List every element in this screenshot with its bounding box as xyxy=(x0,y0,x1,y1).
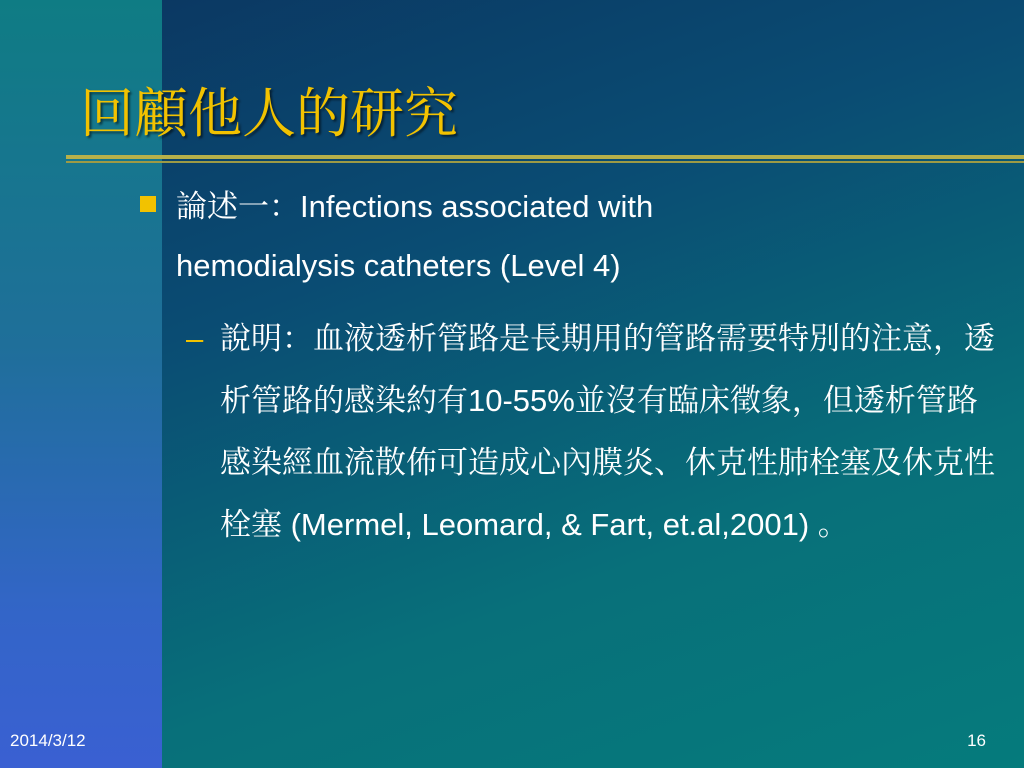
square-bullet-icon xyxy=(140,196,156,212)
sub-bullet-text: 說明：血液透析管路是長期用的管路需要特別的注意，透析管路的感染約有10-55%並沒有臨床徵象，但透析管路感染經血流散佈可造成心內膜炎、休克性肺栓塞及休克性栓塞 (Mermel, Leomard, & Fart, et.al,2001) 。 xyxy=(220,321,995,542)
footer-date: 2014/3/12 xyxy=(10,731,86,750)
title-rule-thick xyxy=(66,155,1024,159)
title-underline-rule xyxy=(66,155,1024,164)
slide-title: 回顧他人的研究 xyxy=(80,82,458,145)
dash-bullet-marker: – xyxy=(186,321,204,356)
title-rule-thin xyxy=(66,161,1024,163)
bullet-text: 論述一：Infections associated with hemodialysis catheters (Level 4) xyxy=(176,189,654,283)
slide-page-number: 16 xyxy=(967,731,986,750)
